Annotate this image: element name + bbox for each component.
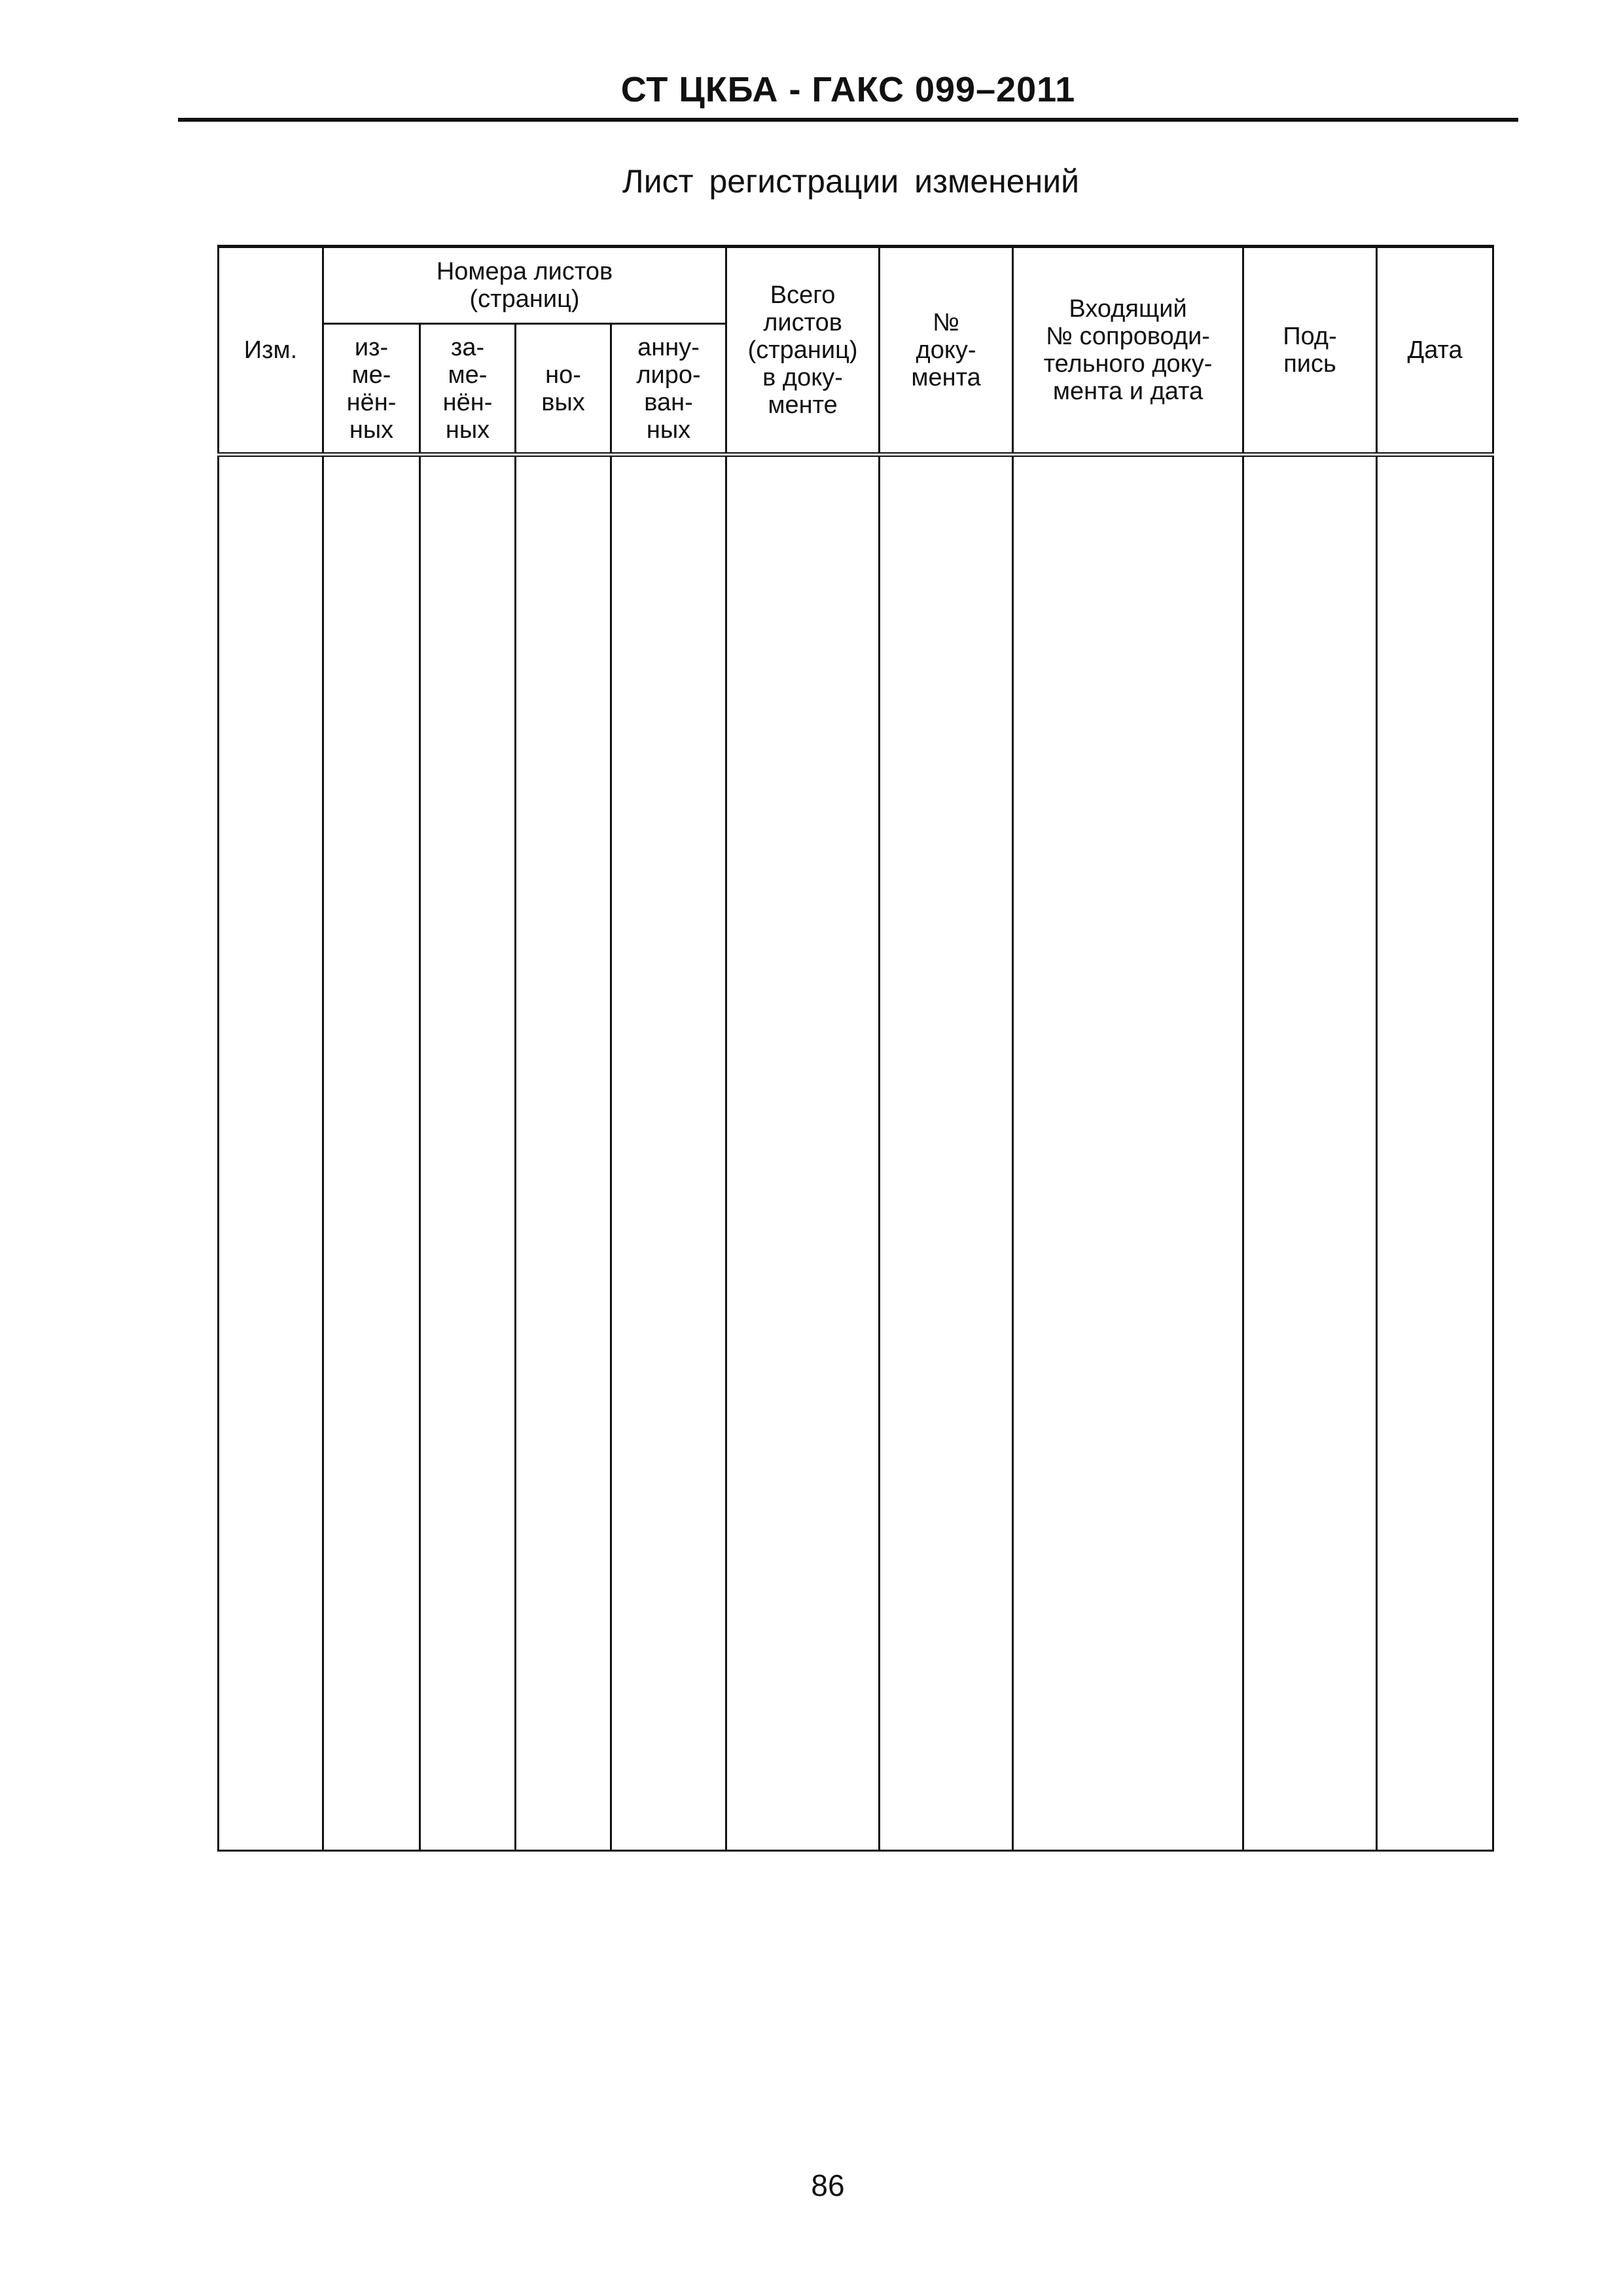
header-changed: из- ме- нён- ных bbox=[323, 324, 420, 455]
cell-document-number bbox=[880, 455, 1013, 1851]
cell-new bbox=[516, 455, 611, 1851]
header-date: Дата bbox=[1377, 247, 1493, 455]
cell-signature bbox=[1243, 455, 1377, 1851]
header-new: но- вых bbox=[516, 324, 611, 455]
cell-annulled bbox=[611, 455, 726, 1851]
header-replaced: за- ме- нён- ных bbox=[420, 324, 516, 455]
header-total-sheets: Всего листов (страниц) в доку- менте bbox=[726, 247, 880, 455]
sheet-title: Лист регистрации изменений bbox=[622, 163, 1080, 200]
header-annulled: анну- лиро- ван- ных bbox=[611, 324, 726, 455]
cell-changed bbox=[323, 455, 420, 1851]
change-registration-table bbox=[217, 245, 1494, 1852]
header-incoming-document: Входящий № сопроводи- тельного доку- мента и дата bbox=[1013, 247, 1243, 455]
header-izm: Изм. bbox=[219, 247, 323, 455]
page-number: 86 bbox=[811, 2168, 845, 2202]
header-document-number: № доку- мента bbox=[880, 247, 1013, 455]
cell-incoming-document bbox=[1013, 455, 1243, 1851]
document-header bbox=[178, 65, 1518, 122]
table-row bbox=[219, 455, 1493, 1851]
cell-date bbox=[1377, 455, 1493, 1851]
cell-total-sheets bbox=[726, 455, 880, 1851]
header-sheet-numbers: Номера листов (страниц) bbox=[323, 247, 726, 324]
cell-izm bbox=[219, 455, 323, 1851]
document-code: СТ ЦКБА - ГАКС 099–2011 bbox=[620, 70, 1076, 109]
cell-replaced bbox=[420, 455, 516, 1851]
header-row-main bbox=[219, 247, 1493, 324]
table-header bbox=[219, 247, 1493, 455]
header-signature: Под- пись bbox=[1243, 247, 1377, 455]
table-body bbox=[219, 455, 1493, 1851]
